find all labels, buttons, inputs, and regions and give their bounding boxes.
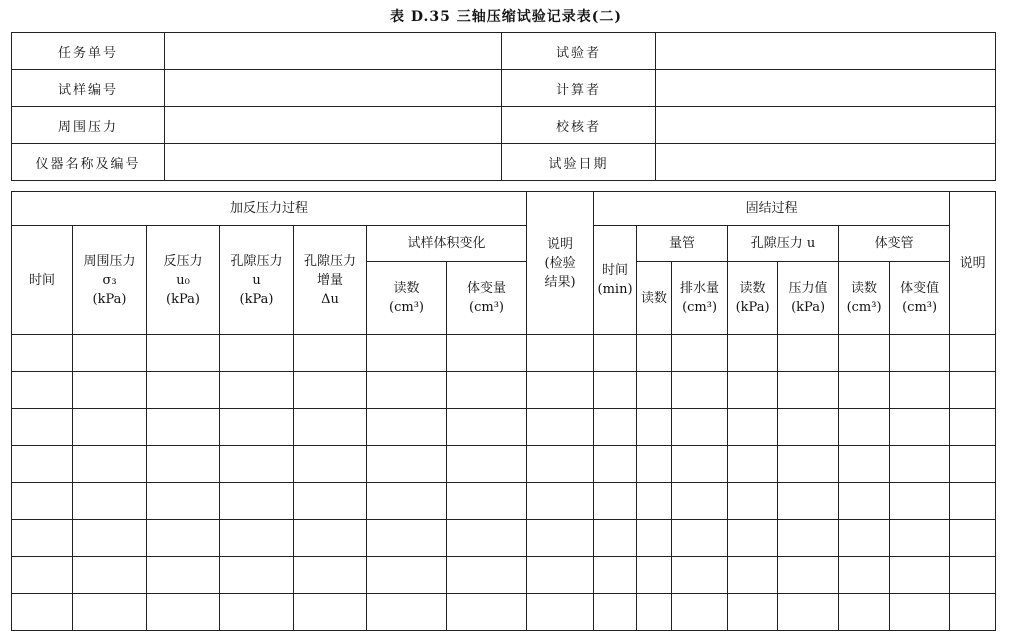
info-right-label: 校核者 bbox=[502, 107, 656, 144]
table-cell[interactable] bbox=[839, 483, 890, 520]
table-cell[interactable] bbox=[672, 483, 728, 520]
header-text: 读数 (cm³) bbox=[846, 281, 882, 315]
info-row bbox=[12, 33, 996, 70]
table-cell[interactable] bbox=[672, 409, 728, 446]
table-row bbox=[12, 557, 996, 594]
table-cell[interactable] bbox=[672, 335, 728, 372]
table-cell[interactable] bbox=[637, 520, 672, 557]
table-cell[interactable] bbox=[637, 594, 672, 631]
volume-change-header: 试样体积变化 bbox=[367, 226, 527, 262]
info-row bbox=[12, 107, 996, 144]
table-cell[interactable] bbox=[447, 372, 527, 409]
table-cell[interactable] bbox=[12, 594, 73, 631]
table-cell[interactable] bbox=[12, 335, 73, 372]
table-cell[interactable] bbox=[447, 446, 527, 483]
info-left-label: 周围压力 bbox=[12, 107, 165, 144]
table-cell[interactable] bbox=[672, 594, 728, 631]
table-cell[interactable] bbox=[147, 446, 220, 483]
info-left-value[interactable] bbox=[165, 144, 502, 181]
info-left-label: 仪器名称及编号 bbox=[12, 144, 165, 181]
burette-header: 量管 bbox=[637, 226, 728, 262]
info-left-value[interactable] bbox=[165, 107, 502, 144]
header-text: 压力值 (kPa) bbox=[788, 281, 828, 315]
vt-reading-header bbox=[839, 262, 890, 335]
table-cell[interactable] bbox=[220, 483, 294, 520]
table-cell[interactable] bbox=[839, 335, 890, 372]
time-header: 时间 bbox=[12, 226, 73, 335]
table-cell[interactable] bbox=[527, 557, 594, 594]
table-cell[interactable] bbox=[12, 409, 73, 446]
table-cell[interactable] bbox=[728, 446, 778, 483]
table-cell[interactable] bbox=[73, 372, 147, 409]
table-cell[interactable] bbox=[447, 483, 527, 520]
table-cell[interactable] bbox=[950, 372, 996, 409]
form-title: 表 D.35 三轴压缩试验记录表(二) bbox=[390, 9, 622, 25]
table-cell[interactable] bbox=[778, 372, 839, 409]
table-cell[interactable] bbox=[637, 483, 672, 520]
table-cell[interactable] bbox=[672, 557, 728, 594]
table-cell[interactable] bbox=[73, 335, 147, 372]
table-cell[interactable] bbox=[294, 446, 367, 483]
vt-value-header bbox=[890, 262, 950, 335]
table-cell[interactable] bbox=[147, 335, 220, 372]
remark-header: 说明 bbox=[950, 192, 996, 335]
info-right-label: 试验日期 bbox=[502, 144, 656, 181]
table-cell[interactable] bbox=[12, 520, 73, 557]
table-cell[interactable] bbox=[778, 594, 839, 631]
table-row bbox=[12, 372, 996, 409]
table-cell[interactable] bbox=[73, 446, 147, 483]
table-cell[interactable] bbox=[367, 446, 447, 483]
table-cell[interactable] bbox=[527, 594, 594, 631]
table-cell[interactable] bbox=[447, 594, 527, 631]
burette-reading-header: 读数 bbox=[637, 262, 672, 335]
table-cell[interactable] bbox=[73, 520, 147, 557]
table-cell[interactable] bbox=[637, 372, 672, 409]
info-right-value[interactable] bbox=[656, 144, 996, 181]
table-cell[interactable] bbox=[594, 520, 637, 557]
table-cell[interactable] bbox=[220, 446, 294, 483]
table-cell[interactable] bbox=[839, 594, 890, 631]
info-table bbox=[11, 32, 996, 181]
table-cell[interactable] bbox=[839, 446, 890, 483]
table-cell[interactable] bbox=[778, 520, 839, 557]
table-cell[interactable] bbox=[728, 372, 778, 409]
table-cell[interactable] bbox=[73, 557, 147, 594]
header-text: 体变值 (cm³) bbox=[900, 281, 940, 315]
table-cell[interactable] bbox=[147, 483, 220, 520]
header-text: 时间 (min) bbox=[597, 263, 633, 297]
table-cell[interactable] bbox=[950, 409, 996, 446]
info-right-label: 计算者 bbox=[502, 70, 656, 107]
pore-pressure-u-header: 孔隙压力 u bbox=[728, 226, 839, 262]
table-cell[interactable] bbox=[12, 557, 73, 594]
table-cell[interactable] bbox=[890, 335, 950, 372]
main-record-table bbox=[11, 191, 996, 631]
table-cell[interactable] bbox=[147, 409, 220, 446]
table-cell[interactable] bbox=[527, 335, 594, 372]
pore-pressure-header bbox=[220, 226, 294, 335]
table-cell[interactable] bbox=[672, 372, 728, 409]
table-cell[interactable] bbox=[594, 594, 637, 631]
volume-tube-header: 体变管 bbox=[839, 226, 950, 262]
table-cell[interactable] bbox=[890, 372, 950, 409]
header-text: 排水量 (cm³) bbox=[680, 281, 720, 315]
table-cell[interactable] bbox=[447, 409, 527, 446]
table-cell[interactable] bbox=[890, 520, 950, 557]
table-row bbox=[12, 520, 996, 557]
info-left-value[interactable] bbox=[165, 33, 502, 70]
table-cell[interactable] bbox=[594, 335, 637, 372]
table-cell[interactable] bbox=[839, 409, 890, 446]
table-cell[interactable] bbox=[367, 594, 447, 631]
table-cell[interactable] bbox=[367, 520, 447, 557]
table-cell[interactable] bbox=[294, 594, 367, 631]
time-min-header bbox=[594, 226, 637, 335]
table-cell[interactable] bbox=[220, 372, 294, 409]
table-cell[interactable] bbox=[527, 446, 594, 483]
table-cell[interactable] bbox=[367, 335, 447, 372]
table-cell[interactable] bbox=[594, 372, 637, 409]
table-cell[interactable] bbox=[637, 446, 672, 483]
table-cell[interactable] bbox=[294, 372, 367, 409]
table-cell[interactable] bbox=[637, 409, 672, 446]
table-cell[interactable] bbox=[594, 446, 637, 483]
info-left-label: 试样编号 bbox=[12, 70, 165, 107]
table-cell[interactable] bbox=[294, 483, 367, 520]
table-cell[interactable] bbox=[527, 483, 594, 520]
pressure-value-header bbox=[778, 262, 839, 335]
table-cell[interactable] bbox=[778, 409, 839, 446]
header-text: 反压力 u₀ (kPa) bbox=[163, 253, 203, 307]
table-row bbox=[12, 335, 996, 372]
table-cell[interactable] bbox=[890, 446, 950, 483]
table-cell[interactable] bbox=[672, 446, 728, 483]
info-row bbox=[12, 70, 996, 107]
table-cell[interactable] bbox=[73, 409, 147, 446]
pore-reading-header bbox=[728, 262, 778, 335]
table-cell[interactable] bbox=[950, 594, 996, 631]
table-cell[interactable] bbox=[890, 483, 950, 520]
table-cell[interactable] bbox=[12, 446, 73, 483]
table-cell[interactable] bbox=[637, 557, 672, 594]
header-text: 孔隙压力 增量 Δu bbox=[303, 253, 356, 307]
table-cell[interactable] bbox=[447, 335, 527, 372]
table-cell[interactable] bbox=[594, 409, 637, 446]
table-cell[interactable] bbox=[294, 557, 367, 594]
table-cell[interactable] bbox=[839, 557, 890, 594]
table-cell[interactable] bbox=[220, 594, 294, 631]
table-cell[interactable] bbox=[839, 372, 890, 409]
table-cell[interactable] bbox=[950, 520, 996, 557]
table-cell[interactable] bbox=[73, 594, 147, 631]
table-cell[interactable] bbox=[728, 409, 778, 446]
table-row bbox=[12, 594, 996, 631]
table-cell[interactable] bbox=[73, 483, 147, 520]
info-right-value[interactable] bbox=[656, 70, 996, 107]
table-cell[interactable] bbox=[950, 557, 996, 594]
table-cell[interactable] bbox=[367, 557, 447, 594]
table-cell[interactable] bbox=[147, 594, 220, 631]
table-cell[interactable] bbox=[220, 520, 294, 557]
table-cell[interactable] bbox=[147, 557, 220, 594]
table-cell[interactable] bbox=[12, 372, 73, 409]
table-cell[interactable] bbox=[527, 372, 594, 409]
info-right-label: 试验者 bbox=[502, 33, 656, 70]
header-text: 读数 (cm³) bbox=[389, 281, 424, 315]
table-cell[interactable] bbox=[367, 409, 447, 446]
table-cell[interactable] bbox=[294, 409, 367, 446]
table-cell[interactable] bbox=[220, 409, 294, 446]
info-left-label: 任务单号 bbox=[12, 33, 165, 70]
info-row bbox=[12, 144, 996, 181]
table-cell[interactable] bbox=[594, 557, 637, 594]
header-text: 周围压力 σ₃ (kPa) bbox=[83, 253, 136, 307]
table-cell[interactable] bbox=[147, 520, 220, 557]
table-cell[interactable] bbox=[728, 335, 778, 372]
table-cell[interactable] bbox=[594, 483, 637, 520]
table-cell[interactable] bbox=[890, 409, 950, 446]
confining-pressure-header bbox=[73, 226, 147, 335]
volume-change-amount-header bbox=[447, 262, 527, 335]
table-cell[interactable] bbox=[728, 557, 778, 594]
table-cell[interactable] bbox=[778, 483, 839, 520]
table-cell[interactable] bbox=[637, 335, 672, 372]
table-cell[interactable] bbox=[950, 446, 996, 483]
table-cell[interactable] bbox=[527, 520, 594, 557]
table-cell[interactable] bbox=[447, 520, 527, 557]
table-cell[interactable] bbox=[294, 520, 367, 557]
table-cell[interactable] bbox=[367, 372, 447, 409]
table-cell[interactable] bbox=[839, 520, 890, 557]
remark-check-header bbox=[527, 192, 594, 335]
table-row bbox=[12, 446, 996, 483]
header-text: 体变量 (cm³) bbox=[467, 281, 507, 315]
table-cell[interactable] bbox=[447, 557, 527, 594]
info-left-value[interactable] bbox=[165, 70, 502, 107]
table-cell[interactable] bbox=[220, 335, 294, 372]
header-text: 读数 (kPa) bbox=[735, 281, 770, 315]
table-cell[interactable] bbox=[728, 483, 778, 520]
table-row bbox=[12, 483, 996, 520]
loading-process-group: 加反压力过程 bbox=[12, 192, 527, 226]
table-cell[interactable] bbox=[220, 557, 294, 594]
table-cell[interactable] bbox=[778, 557, 839, 594]
info-right-value[interactable] bbox=[656, 107, 996, 144]
table-cell[interactable] bbox=[147, 372, 220, 409]
table-cell[interactable] bbox=[12, 483, 73, 520]
consolidation-process-group: 固结过程 bbox=[594, 192, 950, 226]
info-right-value[interactable] bbox=[656, 33, 996, 70]
table-cell[interactable] bbox=[294, 335, 367, 372]
header-text: 说明 (检验 结果) bbox=[544, 236, 576, 290]
table-cell[interactable] bbox=[527, 409, 594, 446]
table-cell[interactable] bbox=[950, 335, 996, 372]
header-text: 孔隙压力 u (kPa) bbox=[230, 253, 283, 307]
table-cell[interactable] bbox=[890, 557, 950, 594]
table-row bbox=[12, 409, 996, 446]
table-cell[interactable] bbox=[778, 446, 839, 483]
table-cell[interactable] bbox=[890, 594, 950, 631]
table-cell[interactable] bbox=[778, 335, 839, 372]
table-cell[interactable] bbox=[728, 594, 778, 631]
table-cell[interactable] bbox=[367, 483, 447, 520]
table-cell[interactable] bbox=[950, 483, 996, 520]
reading-header bbox=[367, 262, 447, 335]
pore-increment-header bbox=[294, 226, 367, 335]
back-pressure-header bbox=[147, 226, 220, 335]
table-cell[interactable] bbox=[728, 520, 778, 557]
table-cell[interactable] bbox=[672, 520, 728, 557]
drainage-header bbox=[672, 262, 728, 335]
